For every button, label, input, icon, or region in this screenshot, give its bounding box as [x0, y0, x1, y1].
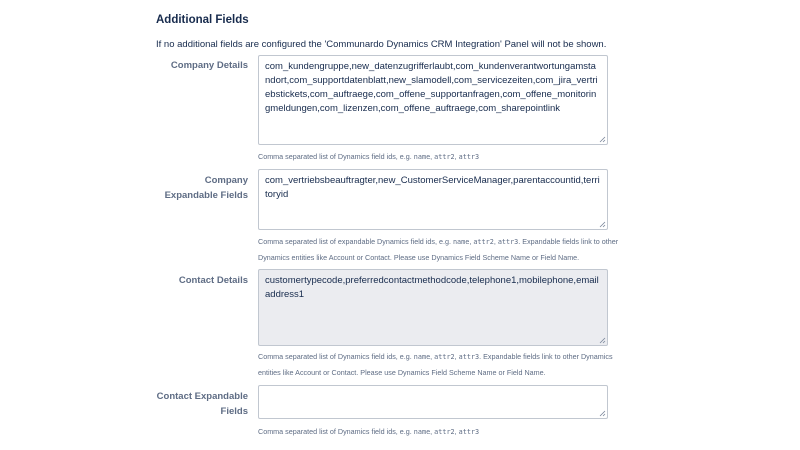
- contact-expandable-fields-label: [0, 389, 248, 419]
- company-expandable-label-line-2: Expandable Fields: [164, 190, 248, 201]
- company-expandable-label-line-1: Company: [204, 175, 248, 186]
- resize-handle-icon[interactable]: [599, 410, 606, 417]
- company-details-textarea[interactable]: [258, 55, 608, 145]
- code-sample: attr2: [473, 238, 494, 246]
- contact-details-label: [0, 273, 248, 288]
- contact-details-textarea[interactable]: [258, 269, 608, 346]
- help-text-line: Comma separated list of Dynamics field ids, e.g. name, attr2, attr3: [258, 152, 480, 161]
- section-title: Additional Fields: [156, 14, 249, 26]
- help-text-line: Dynamics entities like Account or Contact. Please use Dynamics Field Scheme Name or Field Name.: [258, 253, 580, 262]
- company-details-help: [258, 149, 658, 165]
- help-text-line: Comma separated list of Dynamics field ids, e.g. name, attr2, attr3: [258, 427, 480, 436]
- company-details-label-line: Company Details: [170, 60, 248, 71]
- contact-details-help: [258, 349, 658, 380]
- contact-details-value: customertypecode,preferredcontactmethodcode,telephone1,mobilephone,emailaddress1: [265, 275, 599, 300]
- contact-details-label-line: Contact Details: [178, 275, 248, 286]
- contact-expandable-label-line-1: Contact Expandable: [156, 391, 248, 402]
- resize-handle-icon[interactable]: [599, 337, 606, 344]
- help-text-line: entities like Account or Contact. Please use Dynamics Field Scheme Name or Field Name.: [258, 368, 546, 377]
- code-sample: name: [413, 353, 431, 361]
- company-expandable-fields-help: [258, 234, 658, 265]
- code-sample: name: [413, 153, 431, 161]
- contact-expandable-fields-textarea[interactable]: [258, 385, 608, 419]
- code-sample: name: [452, 238, 470, 246]
- code-sample: attr3: [458, 153, 480, 161]
- code-sample: attr2: [434, 353, 455, 361]
- code-sample: attr3: [458, 353, 480, 361]
- company-details-value: com_kundengruppe,new_datenzugrifferlaubt,com_kundenverantwortungamstandort,com_supportdatenblatt,new_slamodell,com_servicezeiten,com_jira_vertriebstickets,com_auftraege,com_offene_supportanfragen,com_offene_monitoringmeldungen,com_lizenzen,com_offene_auftraege,com_sharepointlink: [265, 61, 598, 114]
- code-sample: attr2: [434, 428, 455, 436]
- company-expandable-fields-value: com_vertriebsbeauftragter,new_CustomerServiceManager,parentaccountid,territoryid: [265, 175, 600, 200]
- section-description: If no additional fields are configured the 'Communardo Dynamics CRM Integration' Panel will not be shown.: [156, 39, 607, 50]
- code-sample: attr3: [458, 428, 480, 436]
- help-text-line: Comma separated list of Dynamics field ids, e.g. name, attr2, attr3. Expandable fields link to other Dynamics: [258, 352, 613, 361]
- code-sample: attr2: [434, 153, 455, 161]
- company-expandable-fields-textarea[interactable]: [258, 169, 608, 230]
- company-details-label: [0, 58, 248, 73]
- code-sample: name: [413, 428, 431, 436]
- company-expandable-fields-label: [0, 173, 248, 203]
- resize-handle-icon[interactable]: [599, 136, 606, 143]
- resize-handle-icon[interactable]: [599, 221, 606, 228]
- help-text-line: Comma separated list of expandable Dynamics field ids, e.g. name, attr2, attr3. Expandable fields link to other: [258, 237, 619, 246]
- code-sample: attr3: [497, 238, 519, 246]
- contact-expandable-label-line-2: Fields: [220, 406, 248, 417]
- contact-expandable-fields-help: [258, 424, 658, 440]
